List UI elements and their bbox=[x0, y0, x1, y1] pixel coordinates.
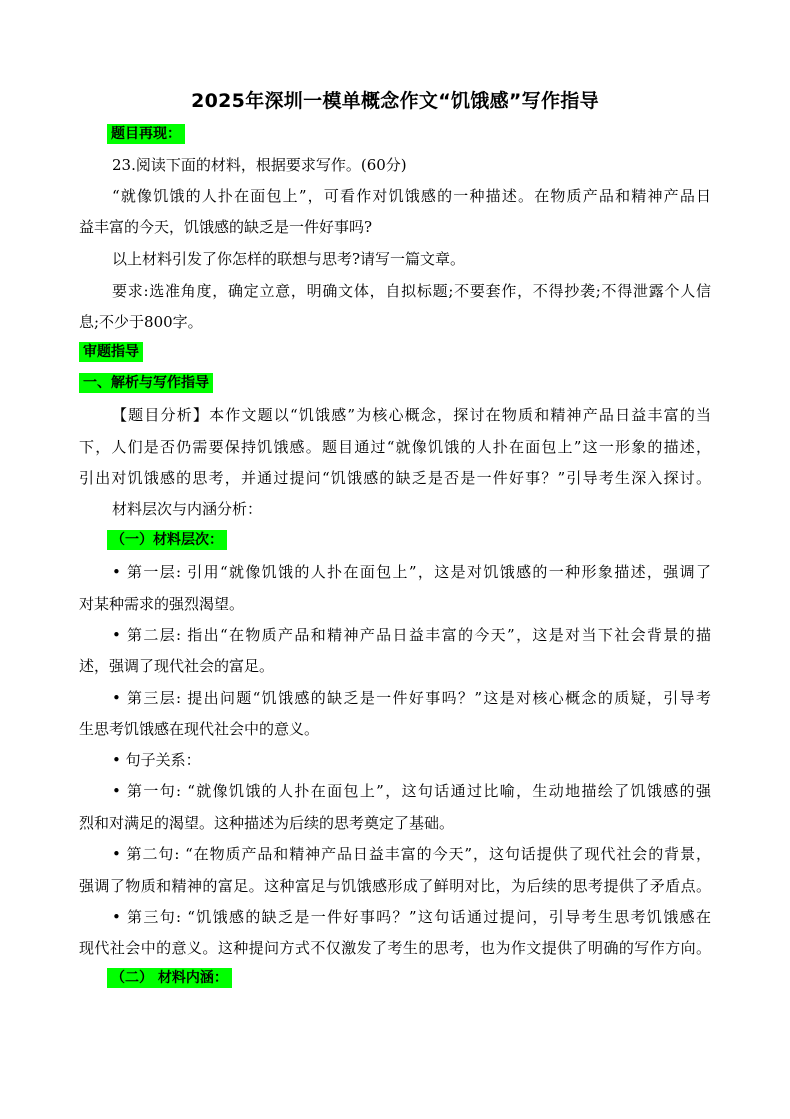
section-label-layers: （一）材料层次： bbox=[107, 530, 227, 550]
analysis-line-3: 引出对饥饿感的思考，并通过提问“饥饿感的缺乏是否是一件好事？”引导考生深入探讨。 bbox=[79, 469, 711, 487]
section-label-reproduction: 题目再现： bbox=[107, 124, 185, 144]
section-label-connotation: （二） 材料内涵： bbox=[107, 968, 232, 988]
material-line-1: “就像饥饿的人扑在面包上”，可看作对饥饿感的一种描述。在物质产品和精神产品日 bbox=[112, 187, 711, 205]
requirements-line-1: 要求:选准角度，确定立意，明确文体，自拟标题;不要套作，不得抄袭;不得泄露个人信 bbox=[112, 282, 711, 300]
layer-1-line-2: 对某种需求的强烈渴望。 bbox=[79, 595, 245, 613]
layer-3-line-2: 生思考饥饿感在现代社会中的意义。 bbox=[79, 720, 320, 738]
sentence-2-line-2: 强调了物质和精神的富足。这种富足与饥饿感形成了鲜明对比，为后续的思考提供了矛盾点。 bbox=[79, 877, 711, 895]
layers-intro: 材料层次与内涵分析： bbox=[112, 500, 263, 518]
analysis-line-2: 下，人们是否仍需要保持饥饿感。题目通过“就像饥饿的人扑在面包上”这一形象的描述， bbox=[79, 438, 711, 456]
requirements-line-2: 息;不少于800字。 bbox=[79, 313, 203, 331]
sentence-relations-heading: • 句子关系： bbox=[112, 751, 201, 769]
question-intro: 23.阅读下面的材料，根据要求写作。(60分) bbox=[112, 156, 407, 174]
sentence-3-line-2: 现代社会中的意义。这种提问方式不仅激发了考生的思考，也为作文提供了明确的写作方向。 bbox=[79, 939, 711, 957]
section-label-analysis: 一、解析与写作指导 bbox=[79, 373, 213, 393]
layer-2-line-2: 述，强调了现代社会的富足。 bbox=[79, 657, 275, 675]
sentence-1-line-2: 烈和对满足的渴望。这种描述为后续的思考奠定了基础。 bbox=[79, 814, 455, 832]
sentence-2-line-1: • 第二句: “在物质产品和精神产品日益丰富的今天”，这句话提供了现代社会的背景， bbox=[112, 845, 711, 863]
section-label-guidance: 审题指导 bbox=[79, 342, 143, 362]
analysis-line-1: 【题目分析】本作文题以“饥饿感”为核心概念，探讨在物质和精神产品日益丰富的当 bbox=[112, 406, 711, 424]
sentence-1-line-1: • 第一句: “就像饥饿的人扑在面包上”，这句话通过比喻，生动地描绘了饥饿感的强 bbox=[112, 782, 711, 800]
writing-prompt: 以上材料引发了你怎样的联想与思考?请写一篇文章。 bbox=[112, 250, 466, 268]
layer-1-line-1: • 第一层: 引用“就像饥饿的人扑在面包上”，这是对饥饿感的一种形象描述，强调了 bbox=[112, 563, 711, 581]
material-line-2: 益丰富的今天，饥饿感的缺乏是一件好事吗? bbox=[79, 218, 373, 236]
document-title: 2025年深圳一模单概念作文“饥饿感”写作指导 bbox=[191, 90, 599, 112]
sentence-3-line-1: • 第三句: “饥饿感的缺乏是一件好事吗？”这句话通过提问，引导考生思考饥饿感在 bbox=[112, 908, 711, 926]
layer-3-line-1: • 第三层: 提出问题“饥饿感的缺乏是一件好事吗？”这是对核心概念的质疑，引导考 bbox=[112, 689, 711, 707]
layer-2-line-1: • 第二层: 指出“在物质产品和精神产品日益丰富的今天”，这是对当下社会背景的描 bbox=[112, 626, 711, 644]
